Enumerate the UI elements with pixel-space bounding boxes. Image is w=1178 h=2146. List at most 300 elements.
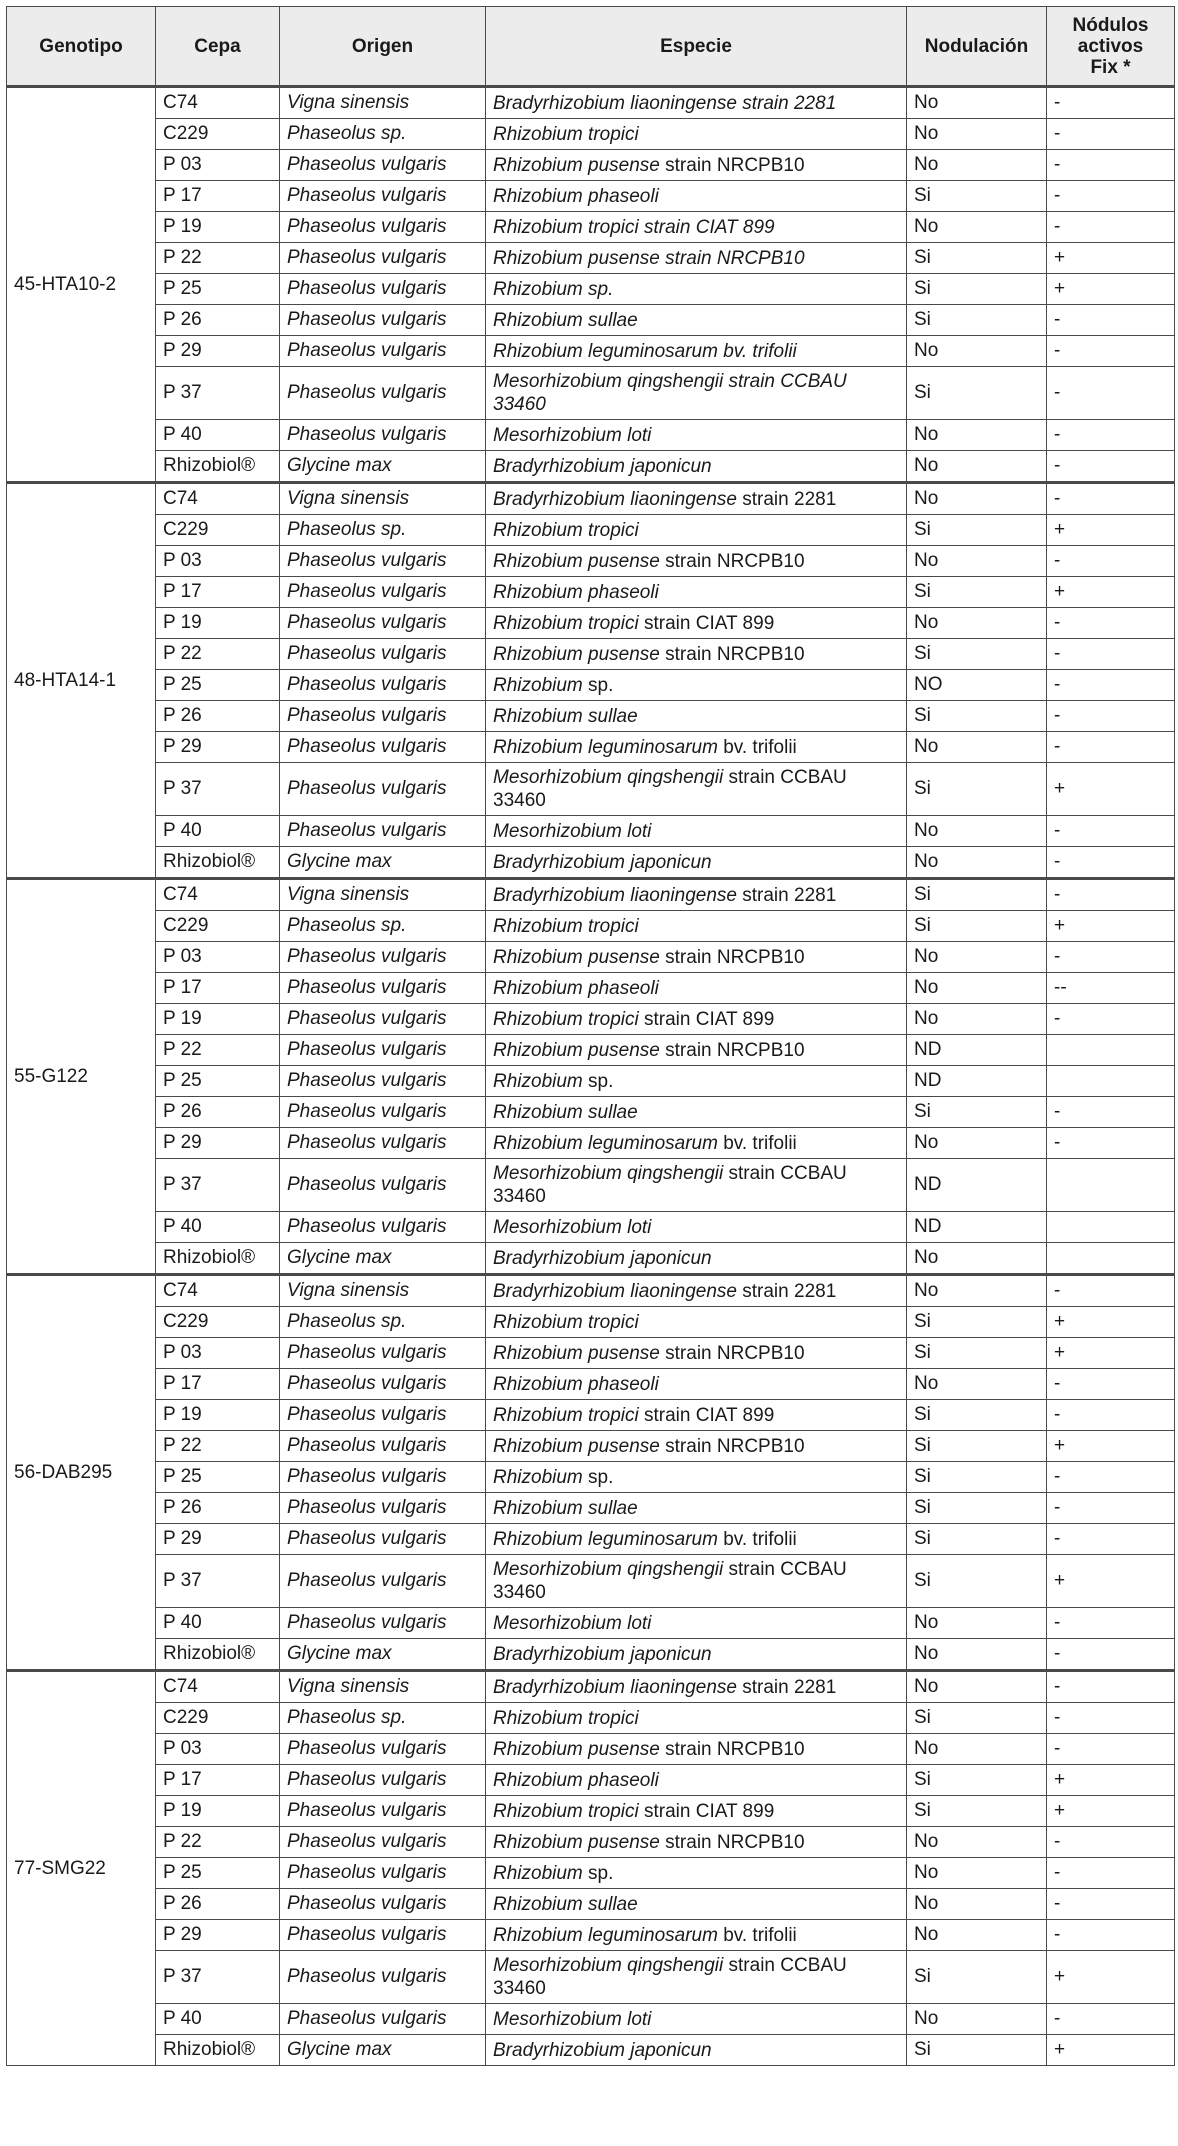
- table-row: [7, 1243, 1175, 1275]
- nodulacion-cell: No: [907, 1275, 1047, 1307]
- species-name: Rhizobium pusense: [493, 154, 660, 176]
- especie-cell: [486, 1462, 907, 1493]
- especie-cell: [486, 911, 907, 942]
- origen-cell: Phaseolus vulgaris: [280, 701, 486, 732]
- especie-cell: [486, 1307, 907, 1338]
- table-row: [7, 1212, 1175, 1243]
- table-row: [7, 367, 1175, 420]
- especie-cell: [486, 119, 907, 150]
- cepa-cell: C229: [156, 911, 280, 942]
- origen-cell: Phaseolus vulgaris: [280, 1555, 486, 1608]
- fix-cell: -: [1047, 1128, 1175, 1159]
- nodulacion-cell: No: [907, 1827, 1047, 1858]
- especie-cell: [486, 1734, 907, 1765]
- fix-cell: -: [1047, 87, 1175, 119]
- strain-designation: sp.: [582, 1862, 614, 1884]
- fix-cell: --: [1047, 973, 1175, 1004]
- cepa-cell: P 25: [156, 274, 280, 305]
- fix-cell: +: [1047, 1431, 1175, 1462]
- especie-cell: [486, 181, 907, 212]
- origen-cell: Phaseolus vulgaris: [280, 1796, 486, 1827]
- nodulacion-cell: Si: [907, 911, 1047, 942]
- nodulacion-cell: No: [907, 119, 1047, 150]
- cepa-cell: P 22: [156, 1431, 280, 1462]
- fix-cell: +: [1047, 1765, 1175, 1796]
- especie-cell: [486, 420, 907, 451]
- cepa-cell: P 22: [156, 1827, 280, 1858]
- cepa-cell: P 29: [156, 1524, 280, 1555]
- species-name: Rhizobium pusense: [493, 550, 660, 572]
- table-row: [7, 1035, 1175, 1066]
- header-cepa: Cepa: [156, 7, 280, 87]
- fix-cell: -: [1047, 305, 1175, 336]
- nodulacion-cell: No: [907, 2004, 1047, 2035]
- table-row: [7, 336, 1175, 367]
- species-name: Bradyrhizobium liaoningense: [493, 1280, 737, 1302]
- species-name: Mesorhizobium loti: [493, 820, 652, 842]
- fix-cell: -: [1047, 119, 1175, 150]
- nodulacion-cell: ND: [907, 1212, 1047, 1243]
- strain-designation: strain CIAT 899: [638, 1404, 775, 1426]
- cepa-cell: P 03: [156, 546, 280, 577]
- origen-cell: Phaseolus vulgaris: [280, 1035, 486, 1066]
- cepa-cell: P 40: [156, 420, 280, 451]
- nodulacion-cell: No: [907, 973, 1047, 1004]
- table-row: [7, 1066, 1175, 1097]
- nodulacion-cell: Si: [907, 2035, 1047, 2066]
- especie-cell: [486, 367, 907, 420]
- table-row: [7, 1128, 1175, 1159]
- cepa-cell: P 03: [156, 1734, 280, 1765]
- species-name: Rhizobium phaseoli: [493, 1769, 659, 1791]
- especie-cell: [486, 1369, 907, 1400]
- nodulacion-cell: Si: [907, 763, 1047, 816]
- especie-cell: [486, 639, 907, 670]
- table-row: [7, 2035, 1175, 2066]
- cepa-cell: P 37: [156, 1555, 280, 1608]
- especie-cell: [486, 847, 907, 879]
- especie-cell: [486, 2035, 907, 2066]
- especie-cell: [486, 1608, 907, 1639]
- fix-cell: +: [1047, 1555, 1175, 1608]
- table-row: [7, 608, 1175, 639]
- species-name: Rhizobium tropici: [493, 1707, 639, 1729]
- origen-cell: Phaseolus vulgaris: [280, 1066, 486, 1097]
- especie-cell: [486, 1951, 907, 2004]
- fix-cell: -: [1047, 942, 1175, 973]
- strain-designation: strain NRCPB10: [659, 1039, 805, 1061]
- especie-cell: [486, 212, 907, 243]
- nodulacion-cell: No: [907, 1243, 1047, 1275]
- especie-cell: [486, 1275, 907, 1307]
- table-row: [7, 451, 1175, 483]
- cepa-cell: C74: [156, 1671, 280, 1703]
- fix-cell: +: [1047, 1951, 1175, 2004]
- fix-cell: -: [1047, 1097, 1175, 1128]
- especie-cell: [486, 1212, 907, 1243]
- especie-cell: [486, 451, 907, 483]
- nodulacion-cell: Si: [907, 1555, 1047, 1608]
- species-name: Rhizobium pusense: [493, 1738, 660, 1760]
- cepa-cell: P 26: [156, 1493, 280, 1524]
- table-row: [7, 1400, 1175, 1431]
- strain-designation: strain NRCPB10: [659, 946, 805, 968]
- origen-cell: Vigna sinensis: [280, 1671, 486, 1703]
- fix-cell: -: [1047, 483, 1175, 515]
- origen-cell: Glycine max: [280, 847, 486, 879]
- cepa-cell: P 37: [156, 1951, 280, 2004]
- nodulacion-cell: No: [907, 546, 1047, 577]
- fix-cell: +: [1047, 1338, 1175, 1369]
- nodulacion-cell: No: [907, 1369, 1047, 1400]
- table-row: [7, 1858, 1175, 1889]
- nodulacion-cell: No: [907, 1858, 1047, 1889]
- species-name: Rhizobium tropici: [493, 915, 639, 937]
- fix-cell: -: [1047, 879, 1175, 911]
- fix-cell: -: [1047, 367, 1175, 420]
- strain-designation: bv. trifolii: [717, 1528, 797, 1550]
- origen-cell: Vigna sinensis: [280, 879, 486, 911]
- species-name: Rhizobium sullae: [493, 1893, 638, 1915]
- species-name: Rhizobium: [493, 1862, 583, 1884]
- header-fix-line2: activos: [1077, 35, 1144, 57]
- origen-cell: Phaseolus vulgaris: [280, 973, 486, 1004]
- cepa-cell: P 17: [156, 973, 280, 1004]
- fix-cell: [1047, 1035, 1175, 1066]
- species-name: Rhizobium tropici strain CIAT 899: [493, 216, 775, 238]
- origen-cell: Phaseolus vulgaris: [280, 608, 486, 639]
- origen-cell: Phaseolus vulgaris: [280, 1858, 486, 1889]
- especie-cell: [486, 1639, 907, 1671]
- cepa-cell: C74: [156, 483, 280, 515]
- cepa-cell: Rhizobiol®: [156, 1639, 280, 1671]
- especie-cell: [486, 243, 907, 274]
- table-row: [7, 732, 1175, 763]
- cepa-cell: P 25: [156, 670, 280, 701]
- cepa-cell: C74: [156, 87, 280, 119]
- species-name: Rhizobium pusense: [493, 1039, 660, 1061]
- nodulacion-cell: No: [907, 1128, 1047, 1159]
- species-name: Bradyrhizobium japonicun: [493, 455, 712, 477]
- especie-cell: [486, 1159, 907, 1212]
- especie-cell: [486, 1827, 907, 1858]
- genotipo-cell: 55-G122: [7, 879, 156, 1275]
- table-row: [7, 1462, 1175, 1493]
- table-row: [7, 1159, 1175, 1212]
- cepa-cell: P 17: [156, 577, 280, 608]
- origen-cell: Phaseolus vulgaris: [280, 732, 486, 763]
- species-name: Rhizobium pusense: [493, 946, 660, 968]
- genotype-group: [7, 1275, 1175, 1671]
- table-row: [7, 1920, 1175, 1951]
- origen-cell: Phaseolus vulgaris: [280, 1338, 486, 1369]
- table-row: [7, 1431, 1175, 1462]
- cepa-cell: P 25: [156, 1858, 280, 1889]
- nodulacion-cell: No: [907, 847, 1047, 879]
- origen-cell: Phaseolus vulgaris: [280, 670, 486, 701]
- table-row: [7, 420, 1175, 451]
- table-header: [7, 7, 1175, 87]
- especie-cell: [486, 1004, 907, 1035]
- species-name: Rhizobium pusense: [493, 1831, 660, 1853]
- origen-cell: Phaseolus vulgaris: [280, 243, 486, 274]
- nodulacion-cell: No: [907, 1639, 1047, 1671]
- species-name: Rhizobium leguminosarum: [493, 736, 718, 758]
- fix-cell: -: [1047, 1608, 1175, 1639]
- species-name: Rhizobium: [493, 1070, 583, 1092]
- origen-cell: Phaseolus vulgaris: [280, 150, 486, 181]
- especie-cell: [486, 1431, 907, 1462]
- cepa-cell: Rhizobiol®: [156, 847, 280, 879]
- origen-cell: Phaseolus vulgaris: [280, 639, 486, 670]
- fix-cell: -: [1047, 608, 1175, 639]
- nodulacion-cell: Si: [907, 243, 1047, 274]
- genotype-group: [7, 87, 1175, 483]
- species-name: Mesorhizobium loti: [493, 2008, 652, 2030]
- table-row: [7, 1796, 1175, 1827]
- species-name: Bradyrhizobium liaoningense: [493, 488, 737, 510]
- origen-cell: Phaseolus vulgaris: [280, 274, 486, 305]
- fix-cell: -: [1047, 701, 1175, 732]
- strain-designation: strain NRCPB10: [659, 1738, 805, 1760]
- header-row: [7, 7, 1175, 87]
- especie-cell: [486, 608, 907, 639]
- especie-cell: [486, 1889, 907, 1920]
- species-name: Rhizobium leguminosarum: [493, 1924, 718, 1946]
- fix-cell: -: [1047, 670, 1175, 701]
- strain-designation: sp.: [582, 1466, 614, 1488]
- cepa-cell: P 22: [156, 639, 280, 670]
- cepa-cell: P 17: [156, 1765, 280, 1796]
- fix-cell: -: [1047, 1004, 1175, 1035]
- strain-designation: strain CIAT 899: [638, 1008, 775, 1030]
- cepa-cell: C229: [156, 119, 280, 150]
- table-row: [7, 1703, 1175, 1734]
- fix-cell: -: [1047, 1920, 1175, 1951]
- species-name: Bradyrhizobium japonicun: [493, 2039, 712, 2061]
- cepa-cell: P 37: [156, 763, 280, 816]
- nodulacion-cell: Si: [907, 1338, 1047, 1369]
- especie-cell: [486, 701, 907, 732]
- especie-cell: [486, 816, 907, 847]
- table-row: [7, 847, 1175, 879]
- genotype-group: [7, 483, 1175, 879]
- fix-cell: -: [1047, 1827, 1175, 1858]
- nodulacion-cell: No: [907, 87, 1047, 119]
- strain-designation: strain NRCPB10: [659, 550, 805, 572]
- especie-cell: [486, 1524, 907, 1555]
- especie-cell: [486, 1066, 907, 1097]
- nodulacion-cell: No: [907, 1734, 1047, 1765]
- especie-cell: [486, 670, 907, 701]
- table-row: [7, 305, 1175, 336]
- especie-cell: [486, 732, 907, 763]
- fix-cell: -: [1047, 1493, 1175, 1524]
- origen-cell: Phaseolus vulgaris: [280, 336, 486, 367]
- species-name: Rhizobium tropici: [493, 1008, 639, 1030]
- species-name: Bradyrhizobium japonicun: [493, 1247, 712, 1269]
- origen-cell: Phaseolus vulgaris: [280, 1827, 486, 1858]
- species-name: Rhizobium leguminosarum bv. trifolii: [493, 340, 797, 362]
- cepa-cell: P 26: [156, 1889, 280, 1920]
- fix-cell: -: [1047, 639, 1175, 670]
- header-fix-line3: Fix *: [1090, 56, 1131, 78]
- genotype-group: [7, 879, 1175, 1275]
- strain-designation: strain CCBAU 33460: [493, 767, 847, 811]
- origen-cell: Phaseolus vulgaris: [280, 1734, 486, 1765]
- table-row: [7, 763, 1175, 816]
- especie-cell: [486, 1493, 907, 1524]
- cepa-cell: Rhizobiol®: [156, 451, 280, 483]
- cepa-cell: P 29: [156, 336, 280, 367]
- strain-designation: bv. trifolii: [717, 1924, 797, 1946]
- origen-cell: Phaseolus sp.: [280, 119, 486, 150]
- header-fix-line1: Nódulos: [1072, 14, 1149, 36]
- species-name: Mesorhizobium qingshengii: [493, 1955, 724, 1976]
- cepa-cell: P 26: [156, 701, 280, 732]
- fix-cell: +: [1047, 763, 1175, 816]
- fix-cell: -: [1047, 816, 1175, 847]
- fix-cell: -: [1047, 336, 1175, 367]
- cepa-cell: C74: [156, 879, 280, 911]
- fix-cell: -: [1047, 212, 1175, 243]
- nodulacion-cell: Si: [907, 1493, 1047, 1524]
- especie-cell: [486, 546, 907, 577]
- nodulacion-cell: ND: [907, 1066, 1047, 1097]
- origen-cell: Phaseolus sp.: [280, 1307, 486, 1338]
- nodulacion-cell: Si: [907, 1703, 1047, 1734]
- cepa-cell: Rhizobiol®: [156, 2035, 280, 2066]
- species-name: Rhizobium tropici: [493, 1800, 639, 1822]
- strain-designation: bv. trifolii: [717, 1132, 797, 1154]
- nodulacion-cell: No: [907, 1004, 1047, 1035]
- table-row: [7, 1369, 1175, 1400]
- genotipo-cell: 48-HTA14-1: [7, 483, 156, 879]
- table-row: [7, 212, 1175, 243]
- table-row: [7, 701, 1175, 732]
- origen-cell: Phaseolus vulgaris: [280, 1889, 486, 1920]
- cepa-cell: P 22: [156, 243, 280, 274]
- table-row: [7, 577, 1175, 608]
- species-name: Bradyrhizobium liaoningense strain 2281: [493, 92, 837, 114]
- species-name: Rhizobium sp.: [493, 278, 614, 300]
- fix-cell: +: [1047, 515, 1175, 546]
- cepa-cell: P 25: [156, 1066, 280, 1097]
- species-name: Bradyrhizobium liaoningense: [493, 1676, 737, 1698]
- nodulacion-cell: No: [907, 942, 1047, 973]
- table-row: [7, 515, 1175, 546]
- cepa-cell: P 37: [156, 1159, 280, 1212]
- nodulacion-cell: Si: [907, 1462, 1047, 1493]
- table-row: [7, 1608, 1175, 1639]
- table-row: [7, 670, 1175, 701]
- header-nodulacion: Nodulación: [907, 7, 1047, 87]
- strain-designation: sp.: [582, 1070, 614, 1092]
- origen-cell: Vigna sinensis: [280, 483, 486, 515]
- especie-cell: [486, 1097, 907, 1128]
- nodulacion-cell: No: [907, 816, 1047, 847]
- table-row: [7, 879, 1175, 911]
- strain-designation: strain 2281: [736, 1280, 837, 1302]
- species-name: Mesorhizobium loti: [493, 424, 652, 446]
- table-row: [7, 546, 1175, 577]
- strain-designation: strain CCBAU 33460: [493, 1163, 847, 1207]
- nodulacion-cell: Si: [907, 701, 1047, 732]
- fix-cell: [1047, 1212, 1175, 1243]
- fix-cell: +: [1047, 243, 1175, 274]
- table-row: [7, 1307, 1175, 1338]
- nodulacion-cell: No: [907, 732, 1047, 763]
- species-name: Rhizobium pusense: [493, 1435, 660, 1457]
- origen-cell: Phaseolus vulgaris: [280, 1920, 486, 1951]
- origen-cell: Phaseolus vulgaris: [280, 1765, 486, 1796]
- especie-cell: [486, 942, 907, 973]
- species-name: Rhizobium phaseoli: [493, 185, 659, 207]
- fix-cell: -: [1047, 1275, 1175, 1307]
- species-name: Bradyrhizobium japonicun: [493, 1643, 712, 1665]
- nodulacion-cell: Si: [907, 577, 1047, 608]
- species-name: Rhizobium phaseoli: [493, 977, 659, 999]
- origen-cell: Phaseolus vulgaris: [280, 367, 486, 420]
- species-name: Mesorhizobium qingshengii: [493, 767, 724, 788]
- origen-cell: Vigna sinensis: [280, 1275, 486, 1307]
- strain-designation: strain NRCPB10: [659, 1435, 805, 1457]
- cepa-cell: P 22: [156, 1035, 280, 1066]
- fix-cell: [1047, 1066, 1175, 1097]
- table-row: [7, 1275, 1175, 1307]
- table-row: [7, 274, 1175, 305]
- especie-cell: [486, 1338, 907, 1369]
- table-row: [7, 1639, 1175, 1671]
- nodulacion-cell: Si: [907, 367, 1047, 420]
- fix-cell: +: [1047, 1307, 1175, 1338]
- origen-cell: Phaseolus vulgaris: [280, 1400, 486, 1431]
- fix-cell: -: [1047, 1462, 1175, 1493]
- genotype-group: [7, 1671, 1175, 2066]
- fix-cell: +: [1047, 274, 1175, 305]
- origen-cell: Phaseolus vulgaris: [280, 1493, 486, 1524]
- strain-designation: strain 2281: [736, 488, 837, 510]
- fix-cell: -: [1047, 1889, 1175, 1920]
- header-especie: Especie: [486, 7, 907, 87]
- strain-nodulation-table: [6, 6, 1175, 2066]
- table-row: [7, 119, 1175, 150]
- cepa-cell: P 29: [156, 1920, 280, 1951]
- origen-cell: Phaseolus vulgaris: [280, 942, 486, 973]
- nodulacion-cell: No: [907, 608, 1047, 639]
- strain-designation: strain NRCPB10: [659, 643, 805, 665]
- cepa-cell: Rhizobiol®: [156, 1243, 280, 1275]
- species-name: Rhizobium pusense: [493, 643, 660, 665]
- table-row: [7, 973, 1175, 1004]
- species-name: Rhizobium tropici: [493, 519, 639, 541]
- strain-designation: sp.: [582, 674, 614, 696]
- cepa-cell: P 19: [156, 212, 280, 243]
- fix-cell: -: [1047, 181, 1175, 212]
- table-row: [7, 1524, 1175, 1555]
- especie-cell: [486, 1920, 907, 1951]
- cepa-cell: P 40: [156, 2004, 280, 2035]
- strain-designation: strain CCBAU 33460: [493, 1559, 847, 1603]
- species-name: Bradyrhizobium japonicun: [493, 851, 712, 873]
- table-row: [7, 181, 1175, 212]
- especie-cell: [486, 150, 907, 181]
- fix-cell: -: [1047, 150, 1175, 181]
- species-name: Rhizobium tropici: [493, 612, 639, 634]
- table-row: [7, 816, 1175, 847]
- origen-cell: Phaseolus vulgaris: [280, 1524, 486, 1555]
- nodulacion-cell: Si: [907, 1307, 1047, 1338]
